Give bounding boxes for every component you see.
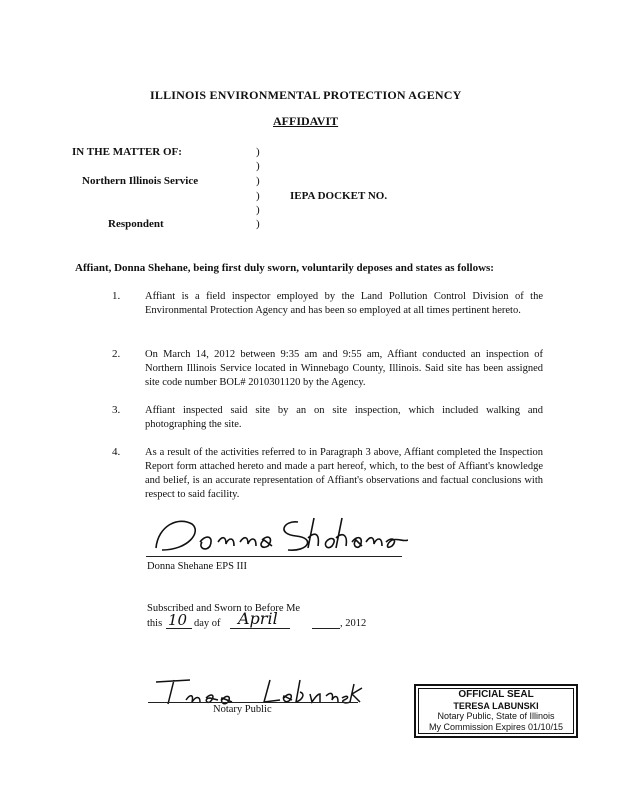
party-name: Northern Illinois Service — [82, 175, 199, 187]
caption-paren: ) — [256, 175, 260, 187]
paragraph-text — [115, 404, 543, 432]
seal-title: OFFICIAL SEAL — [458, 689, 534, 700]
paragraph-number: 2. — [112, 348, 121, 360]
jurat-this: this — [147, 618, 163, 629]
jurat-line: Subscribed and Sworn to Before Me — [147, 603, 301, 614]
month-line — [230, 628, 290, 629]
paragraph-body: Affiant is a field inspector employed by the Land Pollution Control Division of the Environmental Protection Agency and has been so employed at all times pertinent hereto. — [145, 291, 543, 316]
matter-label: IN THE MATTER OF: — [72, 146, 182, 158]
paragraph-number: 1. — [112, 290, 121, 302]
signature-scribble-icon — [148, 512, 408, 558]
caption-paren: ) — [256, 160, 260, 172]
jurat-day-value: 10 — [168, 611, 188, 629]
day-line — [166, 628, 192, 629]
paragraph-text — [115, 290, 543, 318]
caption-paren: ) — [256, 218, 260, 230]
paragraph-body: As a result of the activities referred to in Paragraph 3 above, Affiant completed the Inspection Report form attached hereto and made a part hereof, which, to the best of Affiant's knowledge and belief, is an accurate representation of Affiant's observations and factual conclusions with respect to said facility. — [145, 447, 543, 500]
paragraph-number: 3. — [112, 404, 121, 416]
seal-name: TERESA LABUNSKI — [453, 700, 539, 711]
jurat-month-value: April — [238, 609, 278, 628]
caption-paren: ) — [256, 204, 260, 216]
seal-expiry: My Commission Expires 01/10/15 — [428, 721, 564, 732]
notary-signature-line — [148, 702, 358, 703]
blank-line — [312, 628, 340, 629]
paragraph-body: On March 14, 2012 between 9:35 am and 9:55 am, Affiant conducted an inspection of Northern Illinois Service located in Winnebago County, Illinois. Said site has been assigned site code number BOL# 2010301120 by the Agency. — [145, 349, 543, 388]
signature-line — [146, 556, 402, 557]
caption-paren: ) — [256, 190, 260, 202]
paragraph-body: Affiant inspected said site by an on site inspection, which included walking and photographing the site. — [145, 405, 543, 430]
docket-label: IEPA DOCKET NO. — [290, 190, 388, 202]
jurat-year: , 2012 — [340, 618, 367, 629]
agency-heading: ILLINOIS ENVIRONMENTAL PROTECTION AGENCY — [150, 88, 462, 102]
caption-paren: ) — [256, 146, 260, 158]
jurat-day-of: day of — [194, 618, 221, 629]
document-title: AFFIDAVIT — [273, 114, 339, 128]
affiant-printed-name: Donna Shehane EPS III — [147, 561, 248, 572]
paragraph-number: 4. — [112, 446, 121, 458]
paragraph-text — [115, 446, 543, 502]
affiant-signature — [148, 512, 408, 558]
notary-label: Notary Public — [213, 704, 272, 715]
official-seal — [414, 684, 578, 738]
paragraph-text — [115, 348, 543, 390]
respondent-label: Respondent — [108, 218, 164, 230]
affiant-statement: Affiant, Donna Shehane, being first duly sworn, voluntarily deposes and states as follows: — [75, 262, 494, 274]
seal-state: Notary Public, State of Illinois — [437, 711, 555, 721]
